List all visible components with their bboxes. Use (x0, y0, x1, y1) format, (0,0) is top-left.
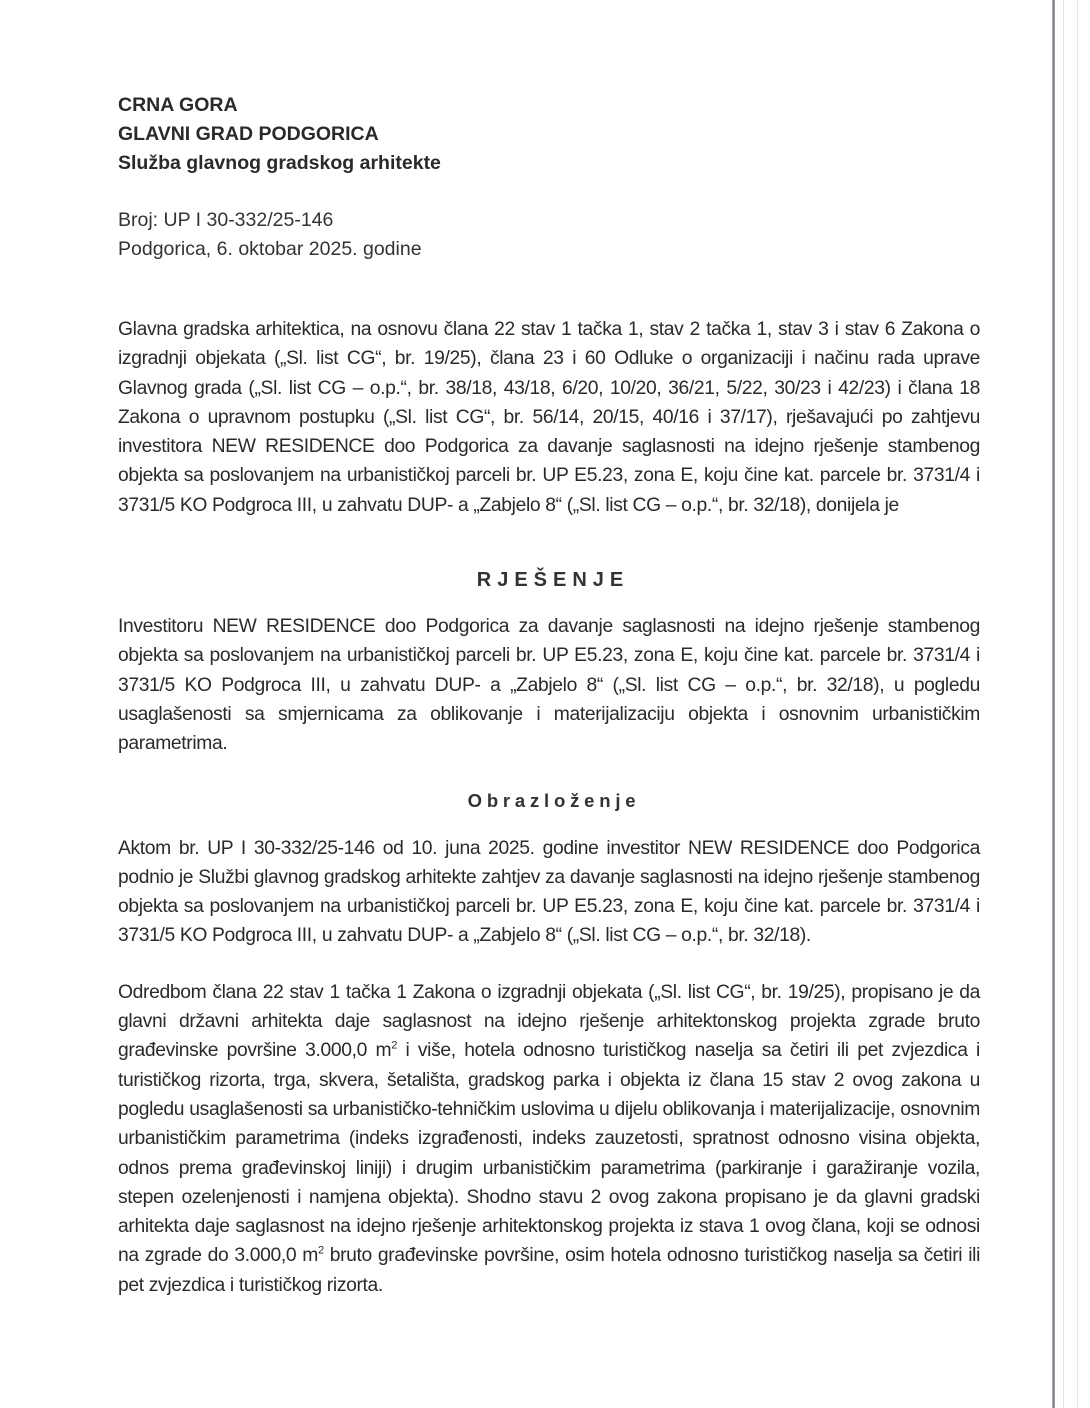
scan-edge-line-faint (1077, 0, 1078, 1408)
explanation-paragraph-2 (118, 978, 980, 1300)
explanation-paragraph-2-part-1: Odredbom člana 22 stav 1 tačka 1 Zakona o izgradnji objekata („Sl. list CG“, br. 19/25), propisano je da glavni državni arhitekta daje saglasnost na idejno rješenje arhitektonskog projekta zgrade bruto građevinske površine 3.000,0 m (118, 981, 980, 1062)
letterhead-city: GLAVNI GRAD PODGORICA (118, 123, 379, 145)
scan-edge-line (1052, 0, 1055, 1408)
explanation-paragraph-1: Aktom br. UP I 30-332/25-146 od 10. juna 2025. godine investitor NEW RESIDENCE doo Podgorica podnio je Službi glavnog gradskog arhitekte zahtjev za davanje saglasnosti na idejno rješenje stambenog objekta sa poslovanjem na urbanističkoj parceli br. UP E5.23, zona E, koju čine kat. parcele br. 3731/4 i 3731/5 KO Podgroca III, u zahvatu DUP- a „Zabjelo 8“ („Sl. list CG – o.p.“, br. 32/18). (118, 837, 980, 947)
document-page (118, 91, 980, 1300)
document-meta (118, 206, 980, 264)
letterhead (118, 91, 980, 178)
letterhead-service: Služba glavnog gradskog arhitekte (118, 152, 441, 174)
superscript-2: 2 (391, 1039, 397, 1052)
letterhead-country: CRNA GORA (118, 94, 238, 116)
explanation-title: Obrazloženje (467, 789, 641, 811)
document-number: Broj: UP I 30-332/25-146 (118, 209, 334, 231)
resolution-title: RJEŠENJE (476, 569, 630, 592)
intro-paragraph: Glavna gradska arhitektica, na osnovu člana 22 stav 1 tačka 1, stav 2 tačka 1, stav 3 i stav 6 Zakona o izgradnji objekata („Sl. list CG“, br. 19/25), člana 23 i 60 Odluke o organizaciji i načinu rada uprave Glavnog grada („Sl. list CG – o.p.“, br. 38/18, 43/18, 6/20, 10/20, 36/21, 5/22, 30/23 i 42/23) i člana 18 Zakona o upravnom postupku („Sl. list CG“, br. 56/14, 20/15, 40/16 i 37/17), rješavajući po zahtjevu investitora NEW RESIDENCE doo Podgorica za davanje saglasnosti na idejno rješenje stambenog objekta sa poslovanjem na urbanističkoj parceli br. UP E5.23, zona E, koju čine kat. parcele br. 3731/4 i 3731/5 KO Podgroca III, u zahvatu DUP- a „Zabjelo 8“ („Sl. list CG – o.p.“, br. 32/18), donijela je (118, 319, 980, 516)
document-place-date: Podgorica, 6. oktobar 2025. godine (118, 238, 422, 260)
superscript-2: 2 (317, 1245, 324, 1257)
resolution-paragraph: Investitoru NEW RESIDENCE doo Podgorica za davanje saglasnosti na idejno rješenje stambenog objekta sa poslovanjem na urbanističkoj parceli br. UP E5.23, zona E, koju čine kat. parcele br. 3731/4 i 3731/5 KO Podgroca III, u zahvatu DUP- a „Zabjelo 8“ („Sl. list CG – o.p.“, br. 32/18), u pogledu usaglašenosti sa smjernicama za oblikovanje i materijalizaciju objekta i osnovnim urbanističkim parametrima. (118, 616, 980, 755)
explanation-paragraph-2-part-2: i više, hotela odnosno turističkog naselja sa četiri ili pet zvjezdica i turističkog rizorta, trga, skvera, šetališta, gradskog parka i objekta iz člana 15 stav 2 ovog zakona u pogledu usaglašenosti sa urbanističko-tehničkim uslovima u dijelu oblikovanja i materijalizacije, osnovnim urbanističkim parametrima (indeks izgrađenosti, indeks zauzetosti, spratnost odnosno visina objekta, odnos prema građevinskoj liniji) i drugim urbanističkim parametrima (parkiranje i garažiranje vozila, stepen ozelenjenosti i namjena objekta). Shodno stavu 2 ovog zakona propisano je da glavni gradski arhitekta daje saglasnost na idejno rješenje arhitektonskog projekta iz stava 1 ovog člana, koji se odnosi na zgrade do 3.000,0 m (118, 1040, 980, 1267)
explanation-paragraph-2-part-3: bruto građevinske površine, osim hotela odnosno turističkog naselja sa četiri ili pet zvjezdica i turističkog rizorta. (118, 1245, 981, 1296)
scan-edge-line-faint (1063, 0, 1064, 1408)
